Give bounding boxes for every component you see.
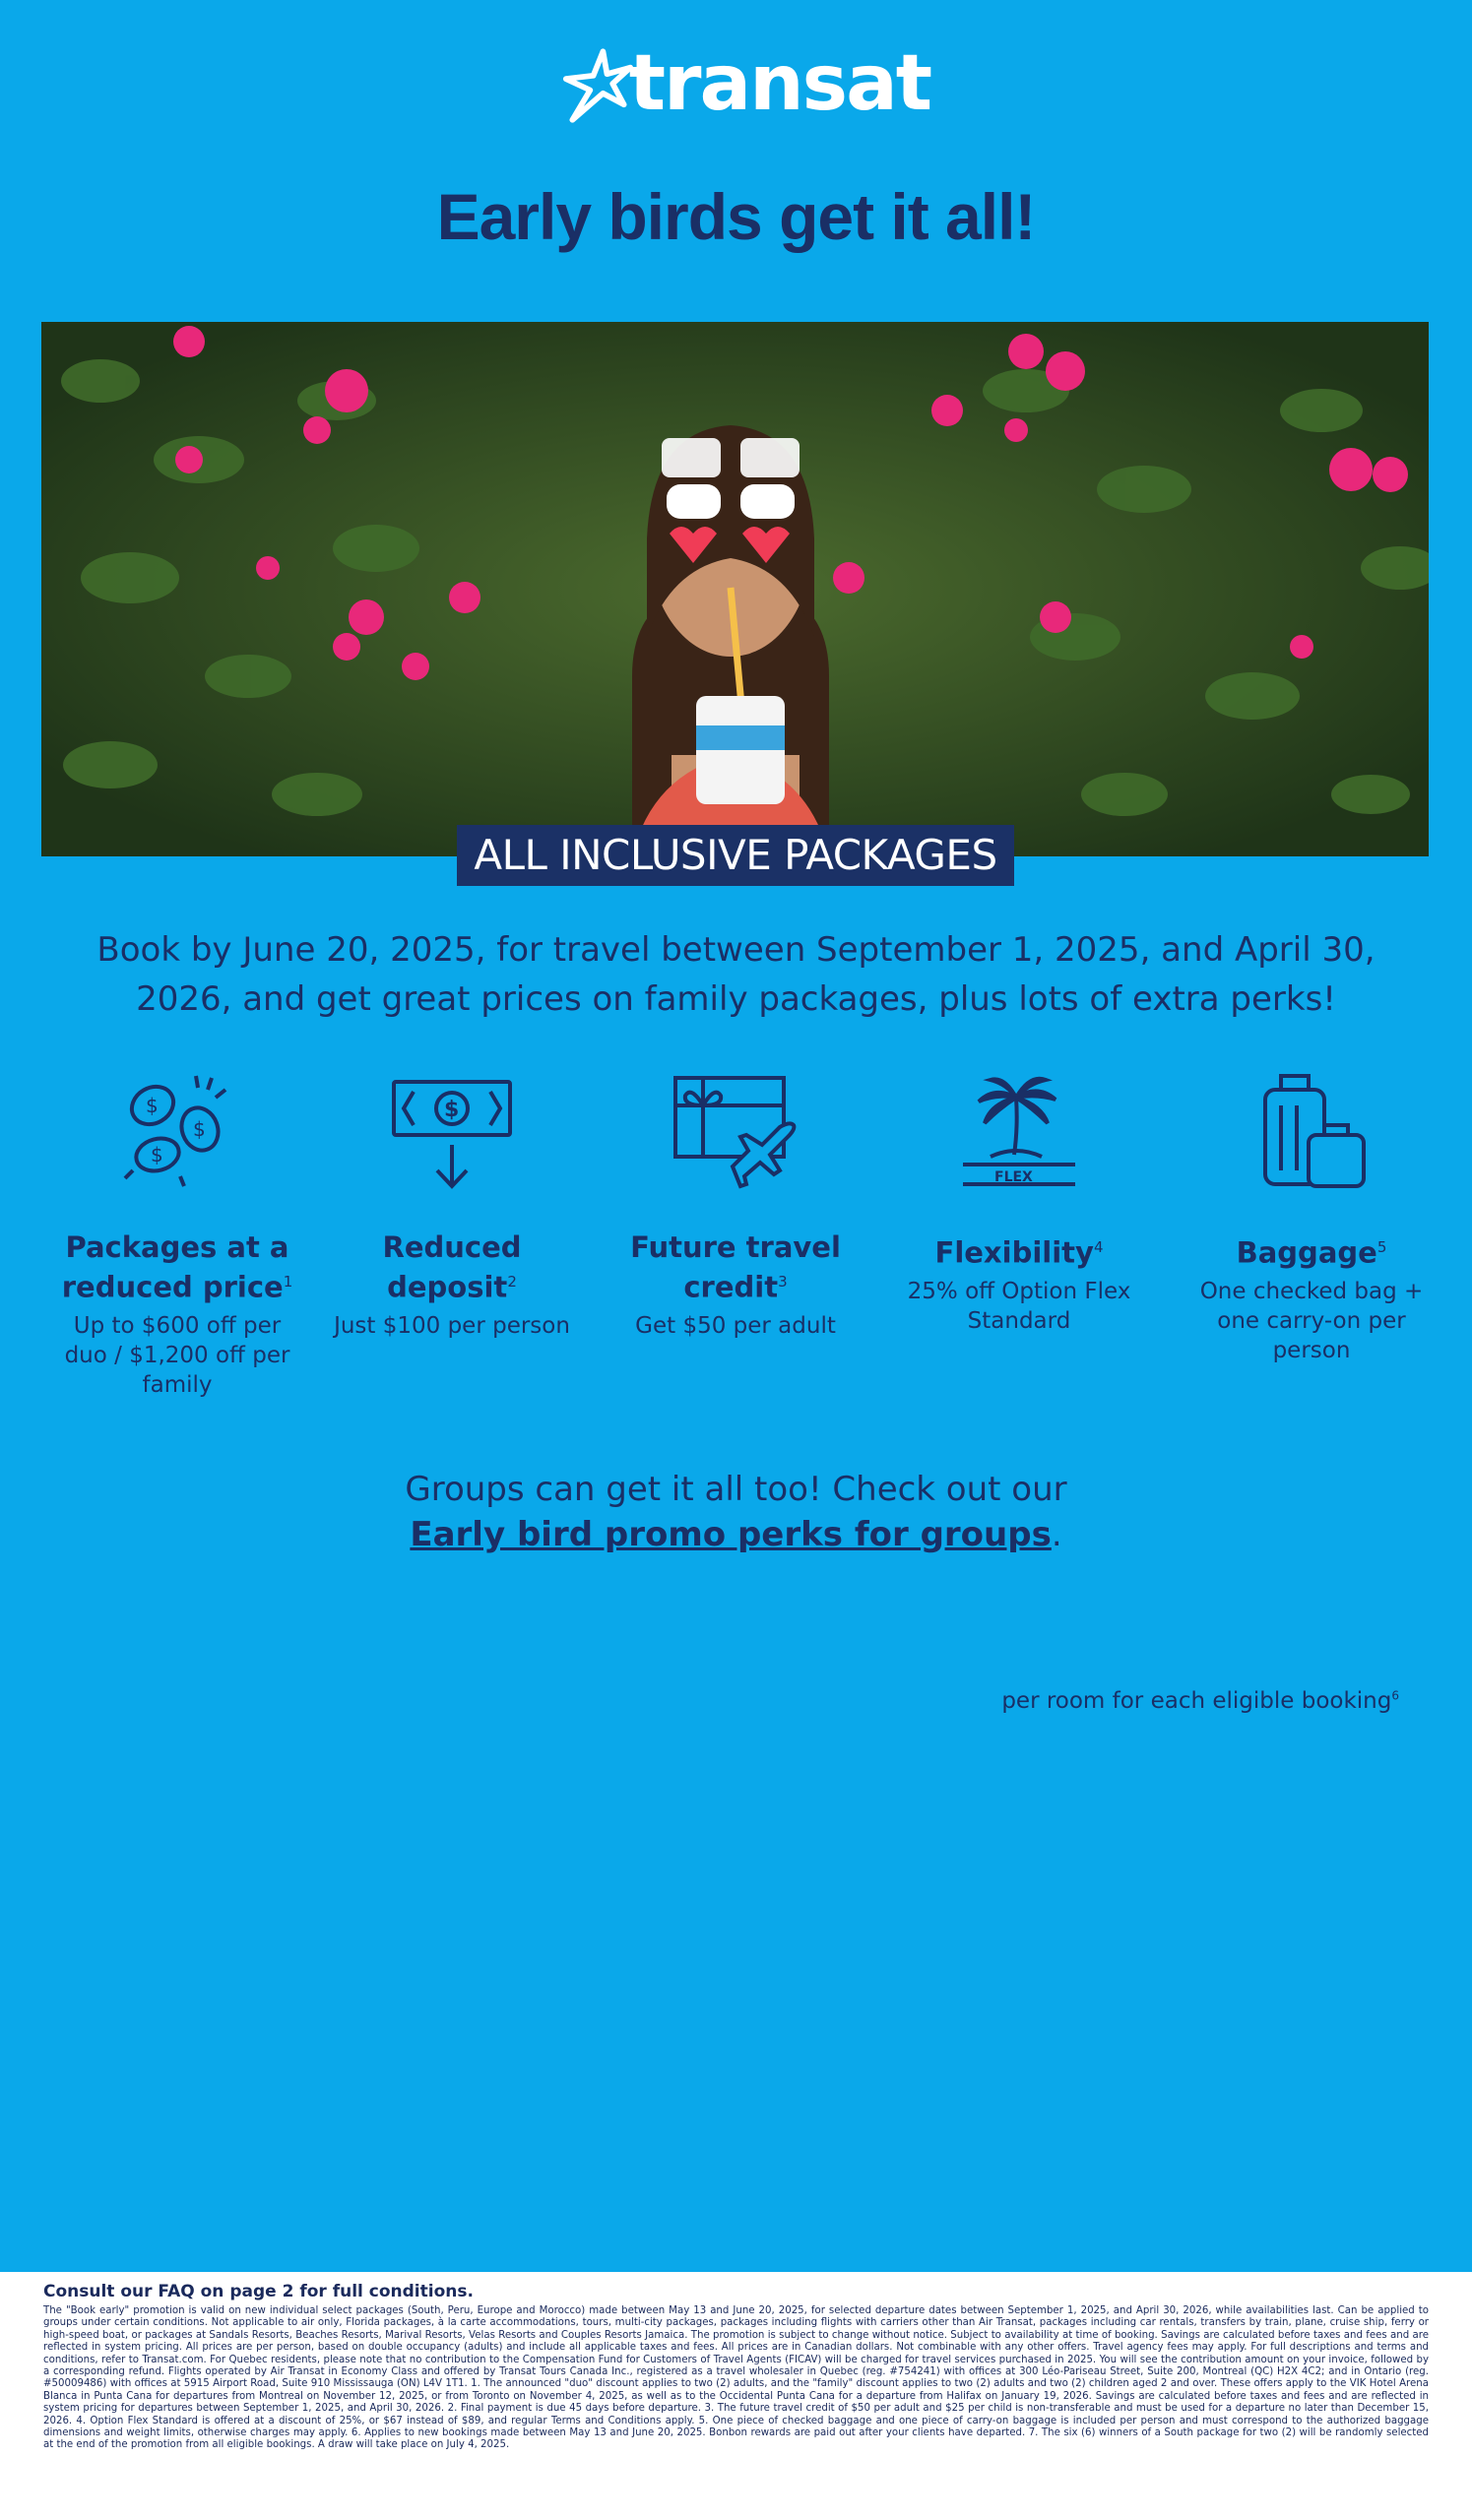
all-inclusive-badge: ALL INCLUSIVE PACKAGES — [457, 825, 1014, 886]
hero-image — [41, 322, 1429, 856]
perk-description: Up to $600 off per duo / $1,200 off per family — [64, 1312, 290, 1398]
page-headline: Early birds get it all! — [436, 180, 1036, 253]
footnote-ref: 5 — [1376, 1238, 1387, 1256]
perk-travel-credit — [612, 1063, 859, 1341]
perk-flexibility — [896, 1063, 1142, 1336]
perk-title: Baggage — [1236, 1235, 1377, 1270]
banknote-icon — [388, 1068, 516, 1196]
footnote-ref: 6 — [1391, 1688, 1399, 1703]
brand-name: transat — [628, 39, 930, 128]
coins-icon — [113, 1068, 241, 1196]
star-icon — [556, 30, 637, 138]
svg-text:FLEX: FLEX — [994, 1169, 1033, 1185]
legal-footer — [0, 2272, 1472, 2520]
perk-title: Flexibility — [934, 1235, 1094, 1270]
svg-text:$: $ — [193, 1117, 206, 1141]
footnote-ref: 4 — [1093, 1238, 1104, 1256]
groups-text: Groups can get it all too! Check out our — [405, 1470, 1067, 1509]
faq-notice: Consult our FAQ on page 2 for full conditions. — [43, 2282, 474, 2301]
perk-title: Future travel credit — [630, 1230, 841, 1304]
legal-text: The "Book early" promotion is valid on new individual select packages (South, Peru, Europe and Morocco) made between May 13 and June 20, 2025, for selected departure dates between September 1, 2025, and April 30, 2026, while availabilities last. Can be applied to groups under certain conditions. Not applicable to air only, Florida packages, à la carte accommodations, tours, multi-city packages, packages including flights with carriers other than Air Transat, packages including car rentals, transfers by train, plane, cruise ship, ferry or high-speed boat, or packages at Sandals Resorts, Beaches Resorts, Marival Resorts, Velas Resorts and Couples Resorts Jamaica. The promotion is subject to change without notice. Subject to availability at time of booking. Savings are calculated before taxes and fees and are reflected in system pricing. All prices are per person, based on double occupancy (adults) and include all applicable taxes and fees. All prices are in Canadian dollars. Not combinable with any other offers. Travel agency fees may apply. For full descriptions and terms and conditions, refer to Transat.com. For Quebec residents, please note that no contribution to the Compensation Fund for Customers of Travel Agents (FICAV) will be charged for travel services purchased in 2025. You will see the contribution amount on your invoice, followed by a corresponding refund. Flights operated by Air Transat in Economy Class and offered by Transat Tours Canada Inc., registered as a travel wholesaler in Quebec (reg. #754241) with offices at 300 Léo-Pariseau Street, Suite 200, Montreal (QC) H2X 4C2; and in Ontario (reg. #50009486) with offices at 5915 Airport Road, Suite 910 Mississauga (ON) L4V 1T1. 1. The announced "duo" discount applies to two (2) adults, and the "family" discount applies to two (2) adults and two (2) children aged 2 and over. These offers apply to the VIK Hotel Arena Blanca in Punta Cana for departures from Montreal on November 12, 2025, or from Toronto on November 4, 2025, as well as to the Occidental Punta Cana for a departure from Halifax on January 19, 2026. Savings are calculated before taxes and fees and are reflected in system pricing for departures between September 1, 2025, and April 30, 2026. 2. Final payment is due 45 days before departure. 3. The future travel credit of $50 per adult and $25 per child is non-transferable and must be used for a departure no later than December 15, 2026. 4. Option Flex Standard is offered at a discount of 25%, or $67 instead of $89, and regular Terms and Conditions apply. 5. One piece of checked baggage and one piece of carry-on baggage is included per person and must correspond to the authorized baggage dimensions and weight limits, otherwise charges may apply. 6. Applies to new bookings made between May 13 and June 20, 2025. Bonbon rewards are paid out after your clients have departed. 7. The six (6) winners of a South package for two (2) will be randomly selected at the end of the promotion from all eligible bookings. A draw will take place on July 4, 2025. — [43, 2305, 1429, 2451]
svg-text:$: $ — [444, 1098, 460, 1122]
brand-logo — [556, 30, 930, 138]
footnote-ref: 1 — [283, 1273, 293, 1291]
per-room-note — [1001, 1688, 1399, 1714]
footnote-ref: 3 — [778, 1273, 788, 1291]
footnote-ref: 2 — [507, 1273, 517, 1291]
perk-reduced-deposit — [329, 1063, 575, 1341]
perk-reduced-price — [54, 1063, 300, 1400]
perk-title: Packages at a reduced price — [61, 1230, 289, 1304]
perk-baggage — [1188, 1063, 1435, 1365]
gift-plane-icon — [672, 1068, 800, 1196]
intro-text: Book by June 20, 2025, for travel between September 1, 2025, and April 30, 2026, and get great prices on family packages, plus lots of extra perks! — [96, 930, 1376, 1019]
svg-text:$: $ — [146, 1094, 159, 1117]
groups-callout — [0, 1467, 1472, 1557]
perk-title: Reduced deposit — [382, 1230, 522, 1304]
palm-flex-icon — [955, 1068, 1083, 1196]
per-room-text: per room for each eligible booking — [1001, 1688, 1392, 1714]
perk-description: One checked bag + one carry-on per person — [1199, 1278, 1424, 1363]
luggage-icon — [1248, 1068, 1376, 1196]
groups-period: . — [1051, 1515, 1062, 1554]
perk-description: Get $50 per adult — [635, 1312, 836, 1339]
perk-description: 25% off Option Flex Standard — [907, 1278, 1131, 1334]
groups-promo-link[interactable]: Early bird promo perks for groups — [410, 1515, 1052, 1554]
svg-text:$: $ — [151, 1143, 163, 1166]
perk-description: Just $100 per person — [334, 1312, 570, 1339]
